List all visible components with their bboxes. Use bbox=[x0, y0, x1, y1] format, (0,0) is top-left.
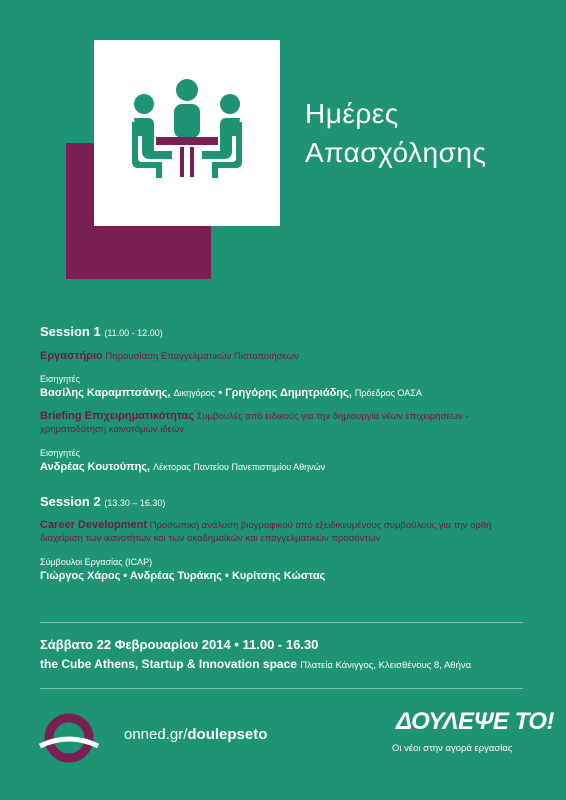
session2-label: Session 2 bbox=[40, 494, 101, 509]
speaker2-role: Πρόεδρος ΟΑΣΑ bbox=[354, 388, 422, 398]
event-address: Πλατεία Κάνιγγος, Κλεισθένους 8, Αθήνα bbox=[300, 660, 472, 671]
divider-bottom bbox=[40, 688, 523, 689]
advisors-names: Γιώργος Χάρος • Ανδρέας Τυράκης • Κυρίτσης Κώστας bbox=[40, 570, 326, 582]
speakers-label-2: Εισηγητές bbox=[40, 448, 80, 458]
advisors-label: Σύμβουλοι Εργασίας (ICAP) bbox=[40, 557, 153, 567]
career-desc: Προσωπική ανάλυση βιογραφικού από εξειδικευμένους συμβούλους για την ορθή διαχείριση των ικανοτήτων και των ακαδημαϊκών και επαγγελματικών προσόντων bbox=[40, 520, 492, 544]
speaker3-role: Λέκτορας Παντείου Πανεπιστημίου Αθηνών bbox=[153, 462, 326, 472]
speakers-label-1: Εισηγητές bbox=[40, 374, 80, 384]
workshop-title: Εργαστήριο bbox=[40, 350, 103, 362]
career-line bbox=[40, 519, 530, 545]
speaker1-role: Δικηγόρος bbox=[173, 388, 216, 398]
url-bold: doulepseto bbox=[187, 726, 268, 743]
session1-time: (11.00 - 12.00) bbox=[104, 328, 163, 338]
session1-label: Session 1 bbox=[40, 324, 101, 339]
divider-top bbox=[40, 622, 523, 623]
speakers-line-2 bbox=[40, 461, 325, 473]
session1-heading bbox=[40, 324, 163, 339]
session2-heading bbox=[40, 494, 165, 509]
meeting-table-icon bbox=[94, 40, 280, 226]
brand-logo-text: ΔΟΥΛΕΨΕ ΤΟ! bbox=[396, 708, 554, 735]
briefing-desc: Συμβουλές από ειδικούς για την δημιουργία νέων επιχειρήσεων - χρηματοδότηση καινοτόμων ιδεών bbox=[40, 411, 469, 435]
url-prefix: onned.gr/ bbox=[124, 726, 188, 743]
website-link[interactable] bbox=[124, 726, 267, 743]
workshop-desc: Παρουσίαση Επαγγελματικών Πιστοποιήσεων bbox=[105, 351, 299, 362]
briefing-line bbox=[40, 410, 530, 436]
event-title-line1: Ημέρες bbox=[305, 98, 399, 129]
event-venue-line bbox=[40, 657, 471, 671]
brand-tagline: Οι νέοι στην αγορά εργασίας bbox=[392, 743, 513, 754]
event-venue: the Cube Athens, Startup & Innovation space bbox=[40, 657, 297, 671]
bullet: • bbox=[218, 387, 223, 399]
briefing-title: Briefing Επιχειρηματικότητας bbox=[40, 410, 194, 422]
event-date: Σάββατο 22 Φεβρουαρίου 2014 • 11.00 - 16.30 bbox=[40, 637, 319, 652]
onned-logo-icon bbox=[38, 712, 100, 764]
session2-time: (13.30 – 16.30) bbox=[104, 498, 166, 508]
speaker3-name: Ανδρέας Κουτούπης, bbox=[40, 461, 151, 473]
speaker2-name: Γρηγόρης Δημητριάδης, bbox=[225, 387, 352, 399]
speakers-line-1 bbox=[40, 387, 422, 399]
career-title: Career Development bbox=[40, 519, 147, 531]
event-title-line2: Απασχόλησης bbox=[305, 137, 487, 168]
workshop-line bbox=[40, 350, 530, 363]
speaker1-name: Βασίλης Καραμπτσάνης, bbox=[40, 387, 171, 399]
